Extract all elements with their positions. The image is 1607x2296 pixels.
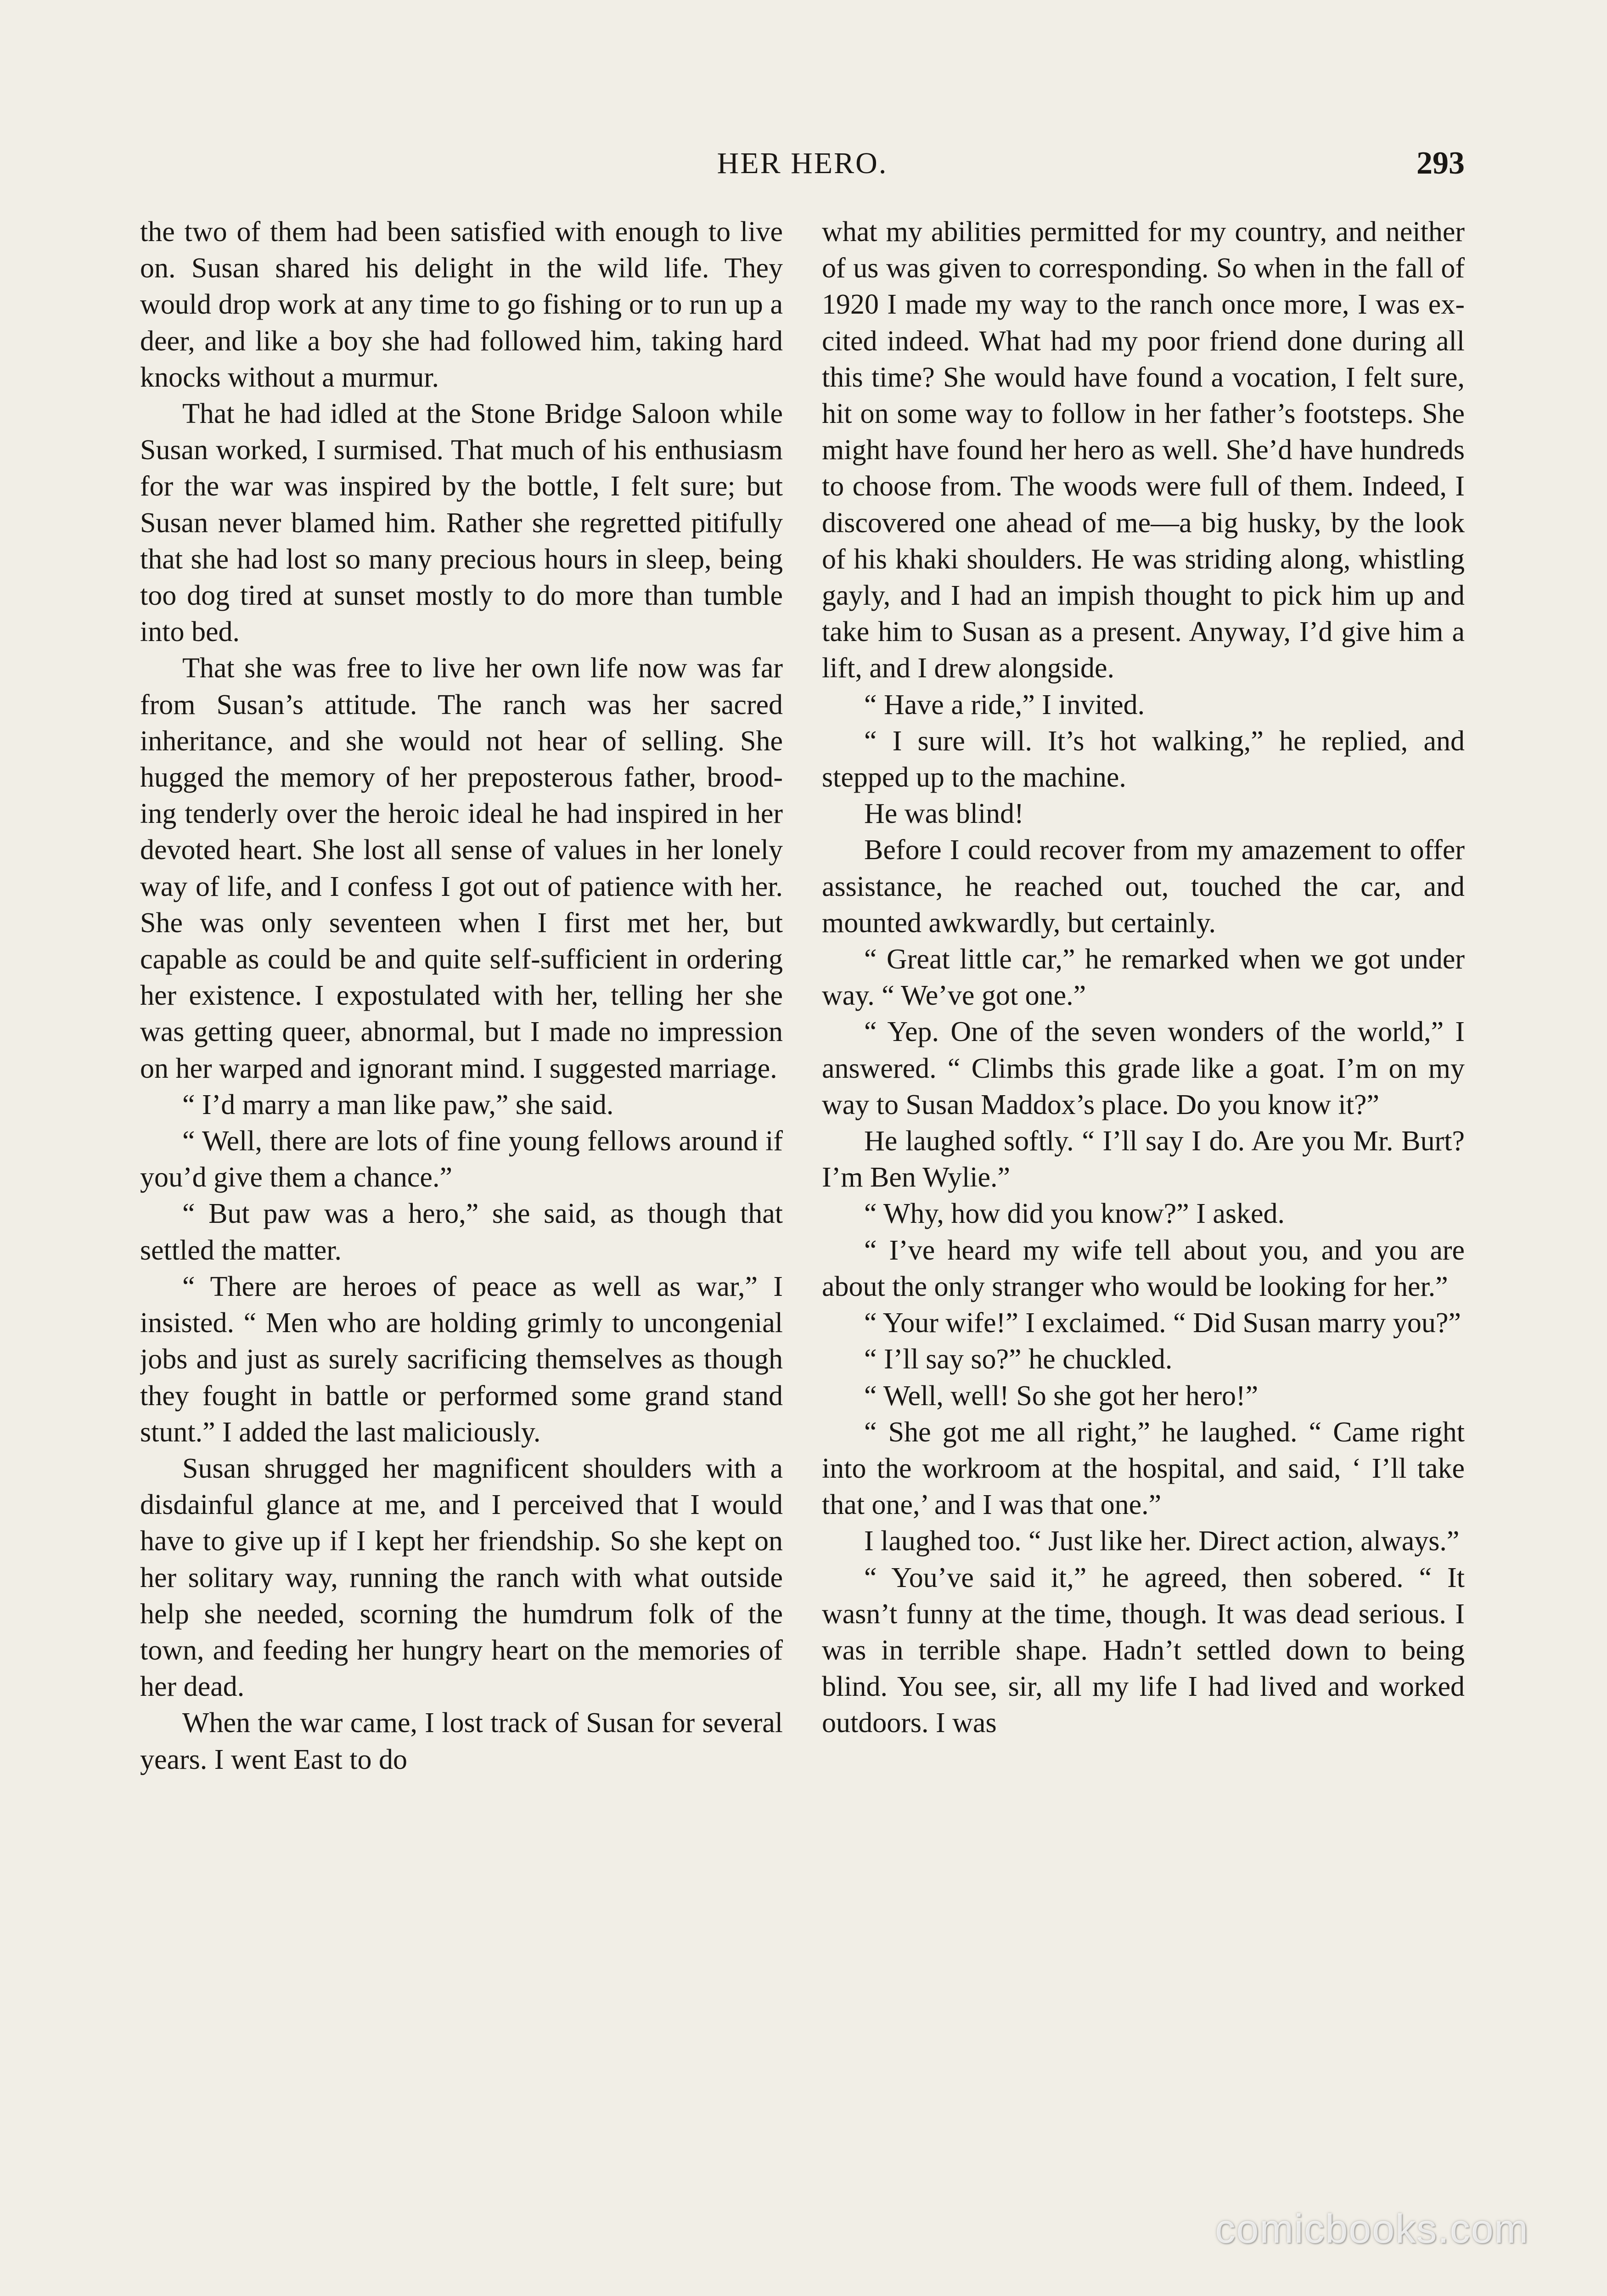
paragraph: the two of them had been satisfied with enough to live on. Susan shared his delight in the wild life. They would drop work at any time to go fishing or to run up a deer, and like a boy she had followed him, taking hard knocks without a murmur. <box>140 216 783 393</box>
paragraph: “ I’d marry a man like paw,” she said. <box>182 1089 614 1120</box>
right-text-column <box>822 214 1465 2127</box>
paragraph: “ Great little car,” he remarked when we got under way. “ We’ve got one.” <box>822 944 1465 1012</box>
paragraph: “ Have a ride,” I invited. <box>864 689 1145 720</box>
paragraph: He laughed softly. “ I’ll say I do. Are you Mr. Burt? I’m Ben Wylie.” <box>822 1125 1465 1193</box>
paragraph: Before I could recover from my amazement to offer assistance, he reached out, touched the car, and mounted awkwardly, but certainly. <box>822 834 1465 939</box>
paragraph: That he had idled at the Stone Bridge Saloon while Susan worked, I surmised. That much of his enthusiasm for the war was inspired by the bottle, I felt sure; but Susan never blamed him. Rather she regretted pitifully that she had lost so many precious hours in sleep, being too dog tired at sunset mostly to do more than tumble into bed. <box>140 398 783 648</box>
paragraph: Susan shrugged her magnificent shoulders with a disdainful glance at me, and I perceived that I would have to give up if I kept her friendship. So she kept on her solitary way, running the ranch with what outside help she needed, scorning the humdrum folk of the town, and feeding her hungry heart on the memories of her dead. <box>140 1452 783 1703</box>
watermark: comicbooks.com <box>1215 2206 1529 2251</box>
paragraph: “ You’ve said it,” he agreed, then sobered. “ It wasn’t funny at the time, though. It was dead serious. I was in terrible shape. Hadn’t settled down to being blind. You see, sir, all my life I had lived and worked outdoors. I was <box>822 1562 1465 1739</box>
page-number: 293 <box>1416 146 1465 181</box>
paragraph: “ Well, well! So she got her hero!” <box>864 1380 1259 1412</box>
paragraph: “ I’ve heard my wife tell about you, and you are about the only stranger who would be looking for her.” <box>822 1234 1465 1302</box>
paragraph: He was blind! <box>864 798 1024 830</box>
paragraph: “ She got me all right,” he laughed. “ Came right into the workroom at the hospital, and said, ‘ I’ll take that one,’ and I was that one.” <box>822 1416 1465 1521</box>
paragraph: “ There are heroes of peace as well as war,” I insisted. “ Men who are holding grimly to uncongenial jobs and just as surely sacrificing themselves as though they fought in battle or performed some grand stand stunt.” I added the last maliciously. <box>140 1271 783 1448</box>
paragraph: “ Your wife!” I exclaimed. “ Did Susan marry you?” <box>864 1307 1461 1339</box>
paragraph: “ But paw was a hero,” she said, as though that settled the matter. <box>140 1198 783 1266</box>
paragraph: “ Well, there are lots of fine young fellows around if you’d give them a chance.” <box>140 1125 783 1193</box>
left-text-column <box>140 214 783 2127</box>
paragraph: I laughed too. “ Just like her. Direct action, always.” <box>864 1525 1460 1557</box>
running-title: HER HERO. <box>717 146 888 180</box>
paragraph: what my abilities permitted for my country, and neither of us was given to corresponding. So when in the fall of 1920 I made my way to the ranch once more, I was excited indeed. What had my poor friend done during all this time? She would have found a vocation, I felt sure, hit on some way to follow in her father’s footsteps. She might have found her hero as well. She’d have hundreds to choose from. The woods were full of them. Indeed, I discovered one ahead of me—a big husky, by the look of his khaki shoulders. He was striding along, whistling gayly, and I had an impish thought to pick him up and take him to Susan as a present. Anyway, I’d give him a lift, and I drew alongside. <box>822 216 1465 684</box>
paragraph: When the war came, I lost track of Susan for several years. I went East to do <box>140 1707 783 1775</box>
paragraph: That she was free to live her own life now was far from Susan’s attitude. The ranch was her sacred inheritance, and she would not hear of selling. She hugged the memory of her preposterous father, brooding tenderly over the heroic ideal he had inspired in her devoted heart. She lost all sense of values in her lonely way of life, and I confess I got out of patience with her. She was only seventeen when I first met her, but capable as could be and quite self-sufficient in ordering her existence. I expostulated with her, telling her she was getting queer, abnormal, but I made no impression on her warped and ignorant mind. I suggested marriage. <box>140 653 783 1084</box>
paragraph: “ I’ll say so?” he chuckled. <box>864 1344 1173 1375</box>
page-header <box>140 141 1465 192</box>
paragraph: “ Why, how did you know?” I asked. <box>864 1198 1285 1230</box>
paragraph: “ I sure will. It’s hot walking,” he replied, and stepped up to the machine. <box>822 725 1465 793</box>
paragraph: “ Yep. One of the seven wonders of the world,” I answered. “ Climbs this grade like a goat. I’m on my way to Susan Maddox’s place. Do you know it?” <box>822 1016 1465 1120</box>
